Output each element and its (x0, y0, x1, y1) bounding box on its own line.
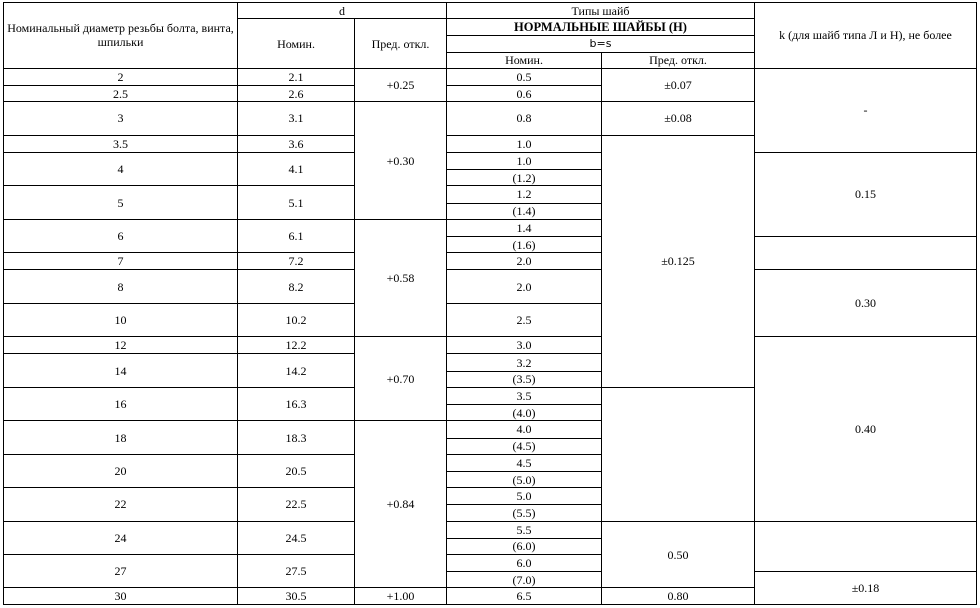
cell-b-nominal-alt: (4.0) (447, 405, 602, 421)
cell-d-tolerance: +0.84 (355, 421, 447, 588)
cell-b-nominal: 1.0 (447, 135, 602, 152)
header-d-group: d (238, 3, 447, 19)
cell-diameter: 14 (4, 354, 238, 387)
cell-b-nominal-alt: (4.5) (447, 438, 602, 454)
cell-b-nominal: 5.0 (447, 488, 602, 505)
cell-b-nominal: 4.0 (447, 421, 602, 438)
cell-d-tolerance: +0.30 (355, 102, 447, 220)
cell-diameter: 2 (4, 68, 238, 85)
cell-d-nominal: 6.1 (238, 219, 355, 252)
cell-diameter: 18 (4, 421, 238, 454)
header-d-tolerance: Пред. откл. (355, 19, 447, 69)
cell-b-nominal: 1.0 (447, 152, 602, 169)
cell-k: 0.40 (755, 337, 977, 521)
cell-diameter: 12 (4, 337, 238, 354)
cell-b-nominal-alt: (1.2) (447, 170, 602, 186)
cell-diameter: 2.5 (4, 86, 238, 102)
cell-d-nominal: 3.6 (238, 135, 355, 152)
cell-b-nominal: 0.6 (447, 86, 602, 102)
cell-diameter: 4 (4, 152, 238, 185)
cell-k: 0.30 (755, 270, 977, 337)
cell-b-nominal: 4.5 (447, 454, 602, 471)
cell-diameter: 8 (4, 270, 238, 303)
cell-b-nominal-alt: (3.5) (447, 371, 602, 387)
cell-diameter: 3 (4, 102, 238, 135)
cell-d-nominal: 20.5 (238, 454, 355, 487)
header-b-nominal: Номин. (447, 52, 602, 68)
cell-diameter: 5 (4, 186, 238, 219)
cell-b-nominal: 5.5 (447, 521, 602, 538)
header-nominal-diameter: Номинальный диаметр резьбы болта, винта, шпильки (4, 3, 238, 69)
header-washer-types: Типы шайб (447, 3, 755, 19)
cell-d-nominal: 30.5 (238, 588, 355, 605)
cell-d-nominal: 2.6 (238, 86, 355, 102)
cell-d-nominal: 22.5 (238, 488, 355, 521)
cell-b-nominal: 1.4 (447, 219, 602, 236)
cell-diameter: 10 (4, 303, 238, 336)
cell-diameter: 24 (4, 521, 238, 554)
cell-d-tolerance: +0.58 (355, 219, 447, 337)
cell-b-nominal: 1.2 (447, 186, 602, 203)
cell-b-tolerance: ±0.08 (602, 102, 755, 135)
cell-b-nominal: 0.8 (447, 102, 602, 135)
cell-d-tolerance: +0.70 (355, 337, 447, 421)
header-b-tolerance: Пред. откл. (602, 52, 755, 68)
cell-d-nominal: 16.3 (238, 387, 355, 420)
cell-d-nominal: 8.2 (238, 270, 355, 303)
cell-diameter: 22 (4, 488, 238, 521)
cell-diameter: 16 (4, 387, 238, 420)
cell-d-nominal: 5.1 (238, 186, 355, 219)
cell-b-nominal: 3.2 (447, 354, 602, 371)
cell-b-nominal: 2.5 (447, 303, 602, 336)
cell-d-tolerance: +0.25 (355, 68, 447, 101)
cell-b-nominal: 2.0 (447, 270, 602, 303)
cell-b-tolerance: ±0.125 (602, 135, 755, 387)
header-normal-washers: НОРМАЛЬНЫЕ ШАЙБЫ (Н) (447, 19, 755, 36)
cell-b-nominal: 6.5 (447, 588, 602, 605)
cell-d-nominal: 12.2 (238, 337, 355, 354)
cell-d-nominal: 18.3 (238, 421, 355, 454)
cell-d-nominal: 2.1 (238, 68, 355, 85)
cell-b-tolerance: ±0.07 (602, 68, 755, 101)
cell-b-nominal-alt: (1.6) (447, 236, 602, 252)
cell-diameter: 3.5 (4, 135, 238, 152)
cell-diameter: 6 (4, 219, 238, 252)
cell-b-nominal: 3.5 (447, 387, 602, 404)
cell-d-nominal: 14.2 (238, 354, 355, 387)
cell-b-nominal-alt: (6.0) (447, 538, 602, 554)
cell-d-nominal: 4.1 (238, 152, 355, 185)
cell-b-nominal: 0.5 (447, 68, 602, 85)
cell-d-nominal: 3.1 (238, 102, 355, 135)
cell-d-nominal: 24.5 (238, 521, 355, 554)
cell-b-nominal-alt: (5.5) (447, 505, 602, 521)
cell-k: 0.80 (602, 588, 755, 605)
cell-diameter: 7 (4, 253, 238, 270)
header-k: k (для шайб типа Л и Н), не более (755, 3, 977, 69)
header-b-equals-s: b=s (447, 36, 755, 52)
cell-b-tolerance: ±0.18 (755, 572, 977, 605)
cell-b-nominal: 3.0 (447, 337, 602, 354)
cell-diameter: 27 (4, 555, 238, 588)
cell-d-nominal: 27.5 (238, 555, 355, 588)
cell-k: 0.50 (602, 521, 755, 588)
cell-b-nominal-alt: (1.4) (447, 203, 602, 219)
cell-d-nominal: 7.2 (238, 253, 355, 270)
cell-diameter: 30 (4, 588, 238, 605)
cell-b-nominal-alt: (7.0) (447, 572, 602, 588)
washer-dimensions-table (3, 2, 977, 605)
cell-b-nominal-alt: (5.0) (447, 471, 602, 487)
cell-k: - (755, 68, 977, 152)
cell-d-tolerance: +1.00 (355, 588, 447, 605)
cell-d-nominal: 10.2 (238, 303, 355, 336)
cell-k: 0.15 (755, 152, 977, 236)
cell-b-nominal: 6.0 (447, 555, 602, 572)
cell-b-nominal: 2.0 (447, 253, 602, 270)
header-d-nominal: Номин. (238, 19, 355, 69)
cell-diameter: 20 (4, 454, 238, 487)
